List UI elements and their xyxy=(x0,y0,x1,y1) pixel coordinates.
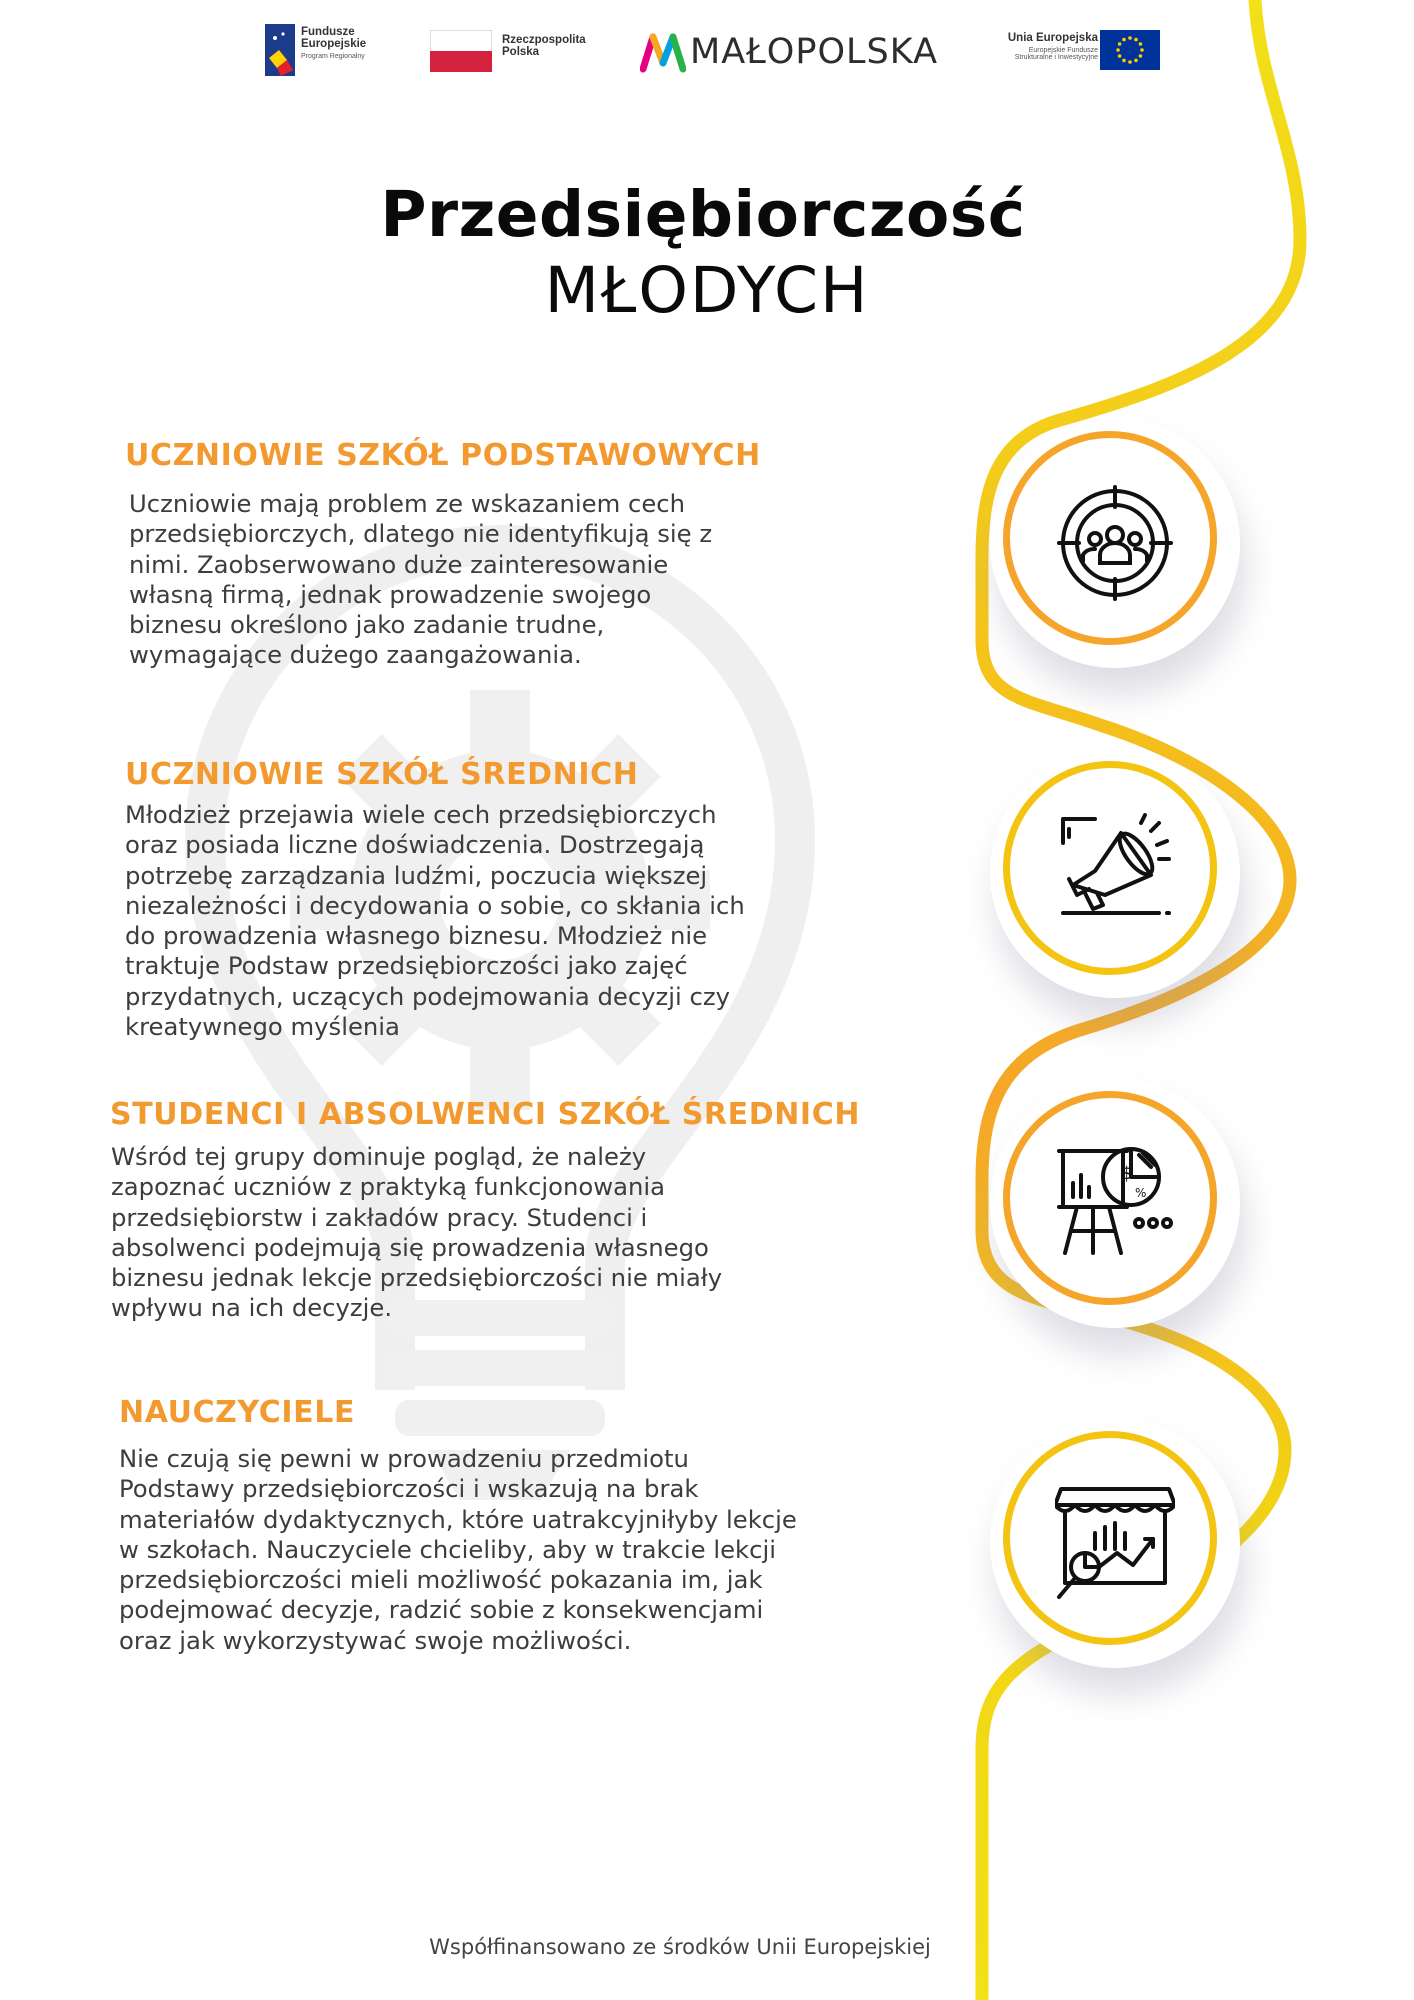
text-line: kreatywnego myślenia xyxy=(125,1012,400,1042)
footer-cofinancing-note: Współfinansowano ze środków Unii Europejskiej xyxy=(429,1935,931,1959)
section-heading-primary-schools: UCZNIOWIE SZKÓŁ PODSTAWOWYCH xyxy=(125,438,761,473)
text-line: oraz jak wykorzystywać swoje możliwości. xyxy=(119,1625,632,1655)
icon-circle-teachers xyxy=(990,1418,1240,1668)
section-body-primary-schools xyxy=(129,489,929,671)
target-group-icon xyxy=(1055,483,1175,603)
page-subtitle: MŁODYCH xyxy=(544,254,870,327)
logo-rzeczpospolita-polska xyxy=(430,30,610,76)
rp-line1: Rzeczpospolita xyxy=(502,34,586,46)
text-line: nimi. Zaobserwowano duże zainteresowanie xyxy=(129,549,669,579)
polish-flag-icon xyxy=(430,30,492,72)
fe-flag-icon xyxy=(265,24,295,76)
fe-line1: Fundusze xyxy=(301,26,355,38)
text-line: traktuje Podstaw przedsiębiorczości jako zajęć xyxy=(125,951,688,981)
text-line: Uczniowie mają problem ze wskazaniem cech xyxy=(129,489,686,518)
icon-circle-secondary-schools xyxy=(990,748,1240,998)
section-heading-teachers: NAUCZYCIELE xyxy=(119,1395,356,1430)
text-line: przedsiębiorstw i zakładów pracy. Studenci i xyxy=(111,1202,648,1232)
text-line: do prowadzenia własnego biznesu. Młodzież nie xyxy=(125,921,708,951)
section-body-students-graduates xyxy=(111,1142,931,1324)
fe-sub: Program Regionalny xyxy=(301,53,365,61)
icon-circle-students-graduates xyxy=(990,1078,1240,1328)
section-heading-secondary-schools: UCZNIOWIE SZKÓŁ ŚREDNICH xyxy=(125,757,639,792)
text-line: niezależności i decydowania o sobie, co skłania ich xyxy=(125,890,745,920)
svg-text:%: % xyxy=(1135,1186,1147,1200)
text-line: biznesu określono jako zadanie trudne, xyxy=(129,610,605,640)
page-title: Przedsiębiorczość xyxy=(380,178,1026,251)
logo-malopolska xyxy=(640,28,940,78)
svg-text:$: $ xyxy=(1121,1163,1133,1184)
mp-name: MAŁOPOLSKA xyxy=(690,32,939,72)
text-line: podejmować decyzje, radzić sobie z konsekwencjami xyxy=(119,1595,764,1625)
text-line: przedsiębiorczych, dlatego nie identyfikują się z xyxy=(129,519,713,549)
ue-sub1: Europejskie Fundusze xyxy=(1028,47,1098,55)
ue-line1: Unia Europejska xyxy=(1007,32,1098,44)
shop-analysis-icon xyxy=(1055,1483,1175,1603)
text-line: wpływu na ich decyzje. xyxy=(111,1293,393,1323)
section-body-secondary-schools xyxy=(125,800,945,1042)
text-line: przedsiębiorczości mieli możliwość pokazania im, jak xyxy=(119,1565,763,1595)
section-heading-students-graduates: STUDENCI I ABSOLWENCI SZKÓŁ ŚREDNICH xyxy=(110,1097,861,1132)
text-line: Podstawy przedsiębiorczości i wskazują na brak xyxy=(119,1474,699,1504)
text-line: własną firmą, jednak prowadzenie swojego xyxy=(129,579,652,609)
text-line: Wśród tej grupy dominuje pogląd, że należy xyxy=(111,1142,647,1171)
icon-circle-primary-schools xyxy=(990,418,1240,668)
text-line: materiałów dydaktycznych, które uatrakcyjniłyby lekcje xyxy=(119,1504,797,1534)
text-line: zapoznać uczniów z praktyką funkcjonowania xyxy=(111,1172,666,1202)
text-line: absolwenci podejmują się prowadzenia własnego xyxy=(111,1232,709,1262)
text-line: przydatnych, uczących podejmowania decyzji czy xyxy=(125,981,731,1011)
text-line: Nie czują się pewni w prowadzeniu przedmiotu xyxy=(119,1444,689,1473)
logo-unia-europejska xyxy=(960,28,1160,78)
rp-line2: Polska xyxy=(502,46,540,59)
logo-fundusze-europejskie xyxy=(265,22,405,78)
text-line: oraz posiada liczne doświadczenia. Dostrzegają xyxy=(125,830,705,860)
text-line: w szkołach. Nauczyciele chcieliby, aby w trakcie lekcji xyxy=(119,1534,776,1564)
text-line: biznesu jednak lekcje przedsiębiorczości nie miały xyxy=(111,1263,723,1293)
text-line: Młodzież przejawia wiele cech przedsiębiorczych xyxy=(125,800,717,829)
eu-flag-icon xyxy=(1100,30,1160,70)
megaphone-icon xyxy=(1055,813,1175,933)
section-body-teachers xyxy=(119,1444,949,1656)
presentation-chart-icon xyxy=(1055,1143,1175,1263)
text-line: wymagające dużego zaangażowania. xyxy=(129,640,582,670)
text-line: potrzebę zarządzania ludźmi, poczucia większej xyxy=(125,860,708,890)
fe-line2: Europejskie xyxy=(301,38,367,51)
ue-sub2: Strukturalne i Inwestycyjne xyxy=(1014,54,1098,62)
malopolska-m-icon xyxy=(640,33,686,73)
